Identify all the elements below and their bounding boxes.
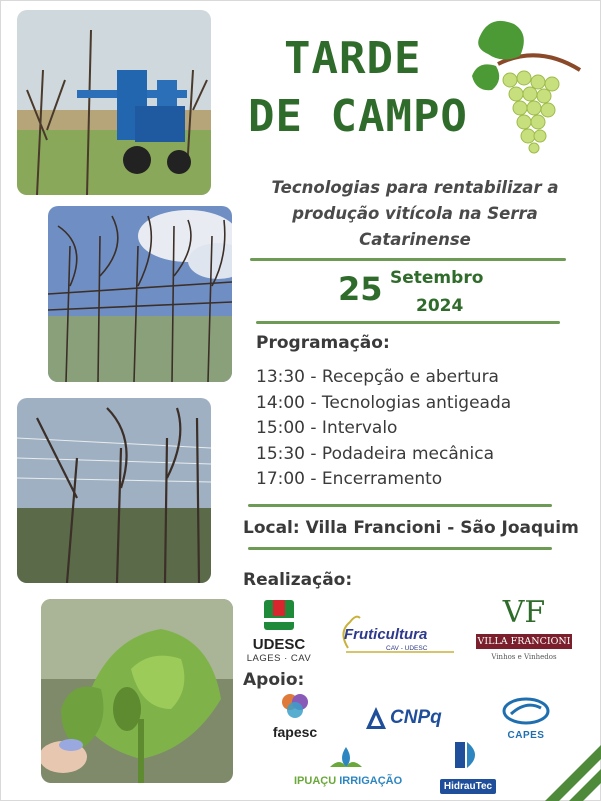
udesc-sub: LAGES · CAV (246, 653, 312, 664)
schedule-item: 14:00 - Tecnologias antigeada (256, 392, 512, 413)
fapesc-logo (262, 692, 328, 742)
event-location: Local: Villa Francioni - São Joaquim (243, 518, 579, 538)
subtitle-line2: produção vitícola na Serra (292, 204, 538, 223)
fapesc-name: fapesc (272, 724, 318, 740)
udesc-mark-icon (264, 600, 294, 630)
divider (256, 321, 560, 324)
event-subtitle (250, 175, 580, 253)
schedule-heading: Programação: (256, 333, 390, 353)
subtitle-line1: Tecnologias para rentabilizar a (271, 178, 559, 197)
event-title (248, 30, 478, 146)
subtitle-line3: Catarinense (359, 230, 471, 249)
villa-francioni-monogram: VF (502, 595, 546, 630)
schedule-item: 15:00 - Intervalo (256, 418, 398, 439)
schedule-list (256, 365, 511, 493)
fruticultura-sub: CAV - UDESC (386, 645, 428, 652)
capes-logo (498, 696, 554, 744)
capes-name: CAPES (507, 730, 545, 741)
divider (250, 258, 566, 261)
udesc-logo (243, 600, 315, 666)
divider (248, 504, 552, 507)
cnpq-name: CNPq (390, 707, 442, 728)
villa-francioni-sub: Vinhos e Vinhedos (491, 653, 557, 661)
hidrautec-mark-icon (451, 740, 485, 770)
photo-vineyard-frost-sky (48, 206, 232, 382)
schedule-item: 15:30 - Podadeira mecânica (256, 443, 495, 464)
schedule-item: 17:00 - Encerramento (256, 469, 443, 490)
cnpq-mark-icon (364, 705, 388, 731)
divider (248, 547, 552, 550)
ipuacu-name-b: IRRIGAÇÃO (339, 775, 403, 787)
photo-grape-bud (41, 599, 233, 783)
schedule-item: 13:30 - Recepção e abertura (256, 367, 499, 387)
grape-bunch-icon (468, 14, 582, 154)
fruticultura-name: Fruticultura (344, 626, 428, 643)
fruticultura-logo (338, 612, 458, 656)
date-year: 2024 (416, 296, 464, 316)
photo-pruning-machine (17, 10, 211, 195)
date-month: Setembro (390, 268, 484, 288)
hidrautec-name: HidrauTec (440, 779, 496, 794)
udesc-name: UDESC (252, 636, 306, 653)
date-day: 25 (338, 270, 383, 308)
event-title-line2: DE CAMPO (248, 91, 468, 142)
ipuacu-name-a: IPUAÇU (294, 775, 337, 787)
sponsors-heading: Apoio: (243, 670, 305, 690)
hidrautec-logo (438, 740, 498, 790)
cnpq-logo (364, 703, 456, 735)
fapesc-brain-icon (280, 692, 310, 720)
event-title-line1: TARDE (284, 33, 422, 84)
corner-stripes-decoration (539, 739, 601, 801)
water-drop-leaf-icon (326, 745, 366, 771)
photo-vineyard-frost-row (17, 398, 211, 583)
capes-eye-icon (501, 696, 551, 726)
villa-francioni-logo (476, 596, 572, 674)
villa-francioni-name: VILLA FRANCIONI (477, 636, 571, 647)
organizers-heading: Realização: (243, 570, 353, 590)
ipuacu-name (294, 775, 403, 787)
ipuacu-irrigacao-logo (294, 745, 403, 787)
